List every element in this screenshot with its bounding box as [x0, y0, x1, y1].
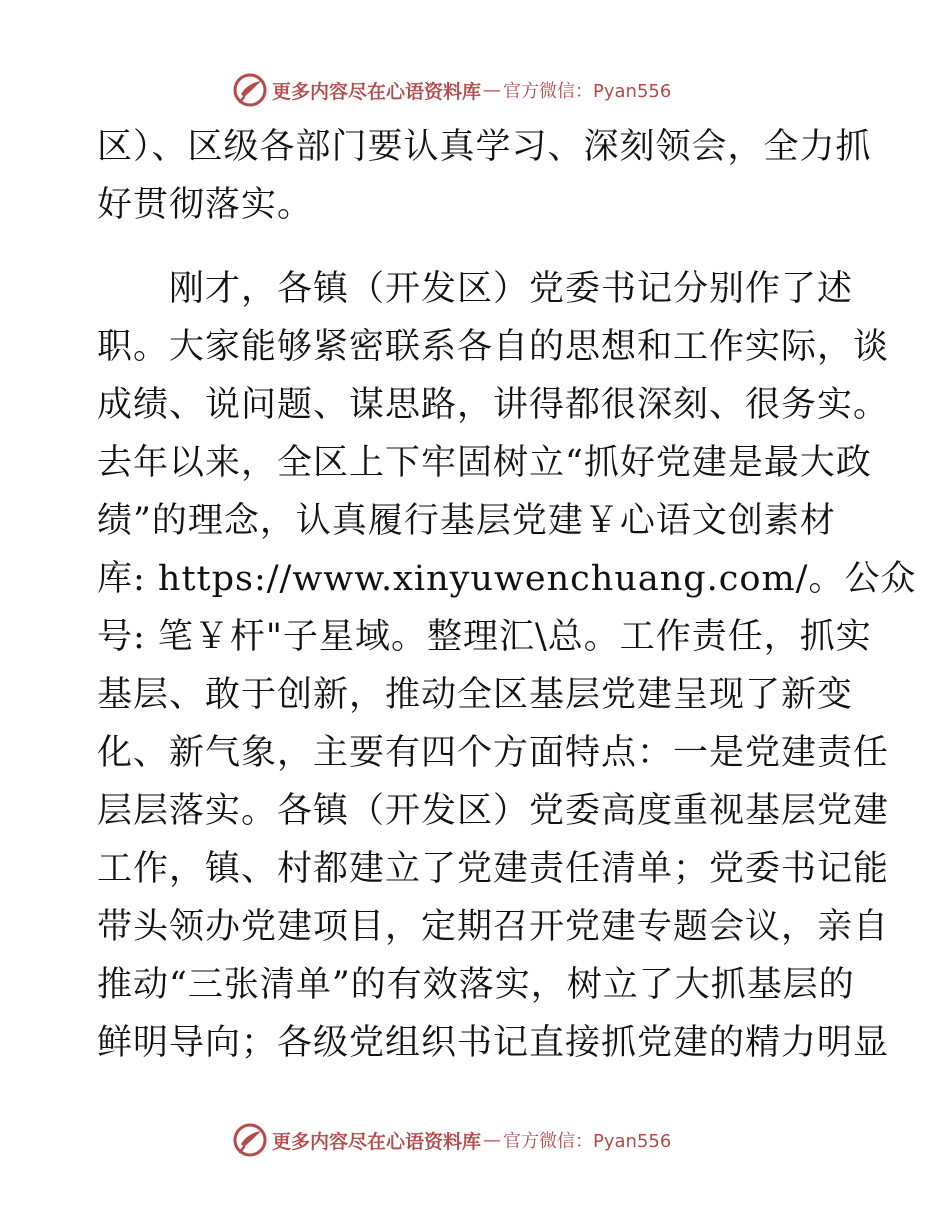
- text-line: 带头领办党建项目，定期召开党建专题会议，亲自: [97, 907, 890, 947]
- text-line: 库: https://www.xinyuwenchuang.com/。公众: [97, 559, 917, 599]
- text-line: 推动“三张清单”的有效落实，树立了大抓基层的: [97, 965, 855, 1005]
- text-line: 工作，镇、村都建立了党建责任清单；党委书记能: [97, 849, 890, 889]
- text-line: 去年以来，全区上下牢固树立“抓好党建是最大政: [97, 443, 872, 483]
- banner-dash: —: [483, 1129, 502, 1151]
- text-line: 鲜明导向；各级党组织书记直接抓党建的精力明显: [97, 1023, 890, 1063]
- banner-brand-text: 更多内容尽在心语资料库: [272, 1130, 482, 1153]
- document-body: [97, 118, 917, 1072]
- text-line: 层层落实。各镇（开发区）党委高度重视基层党建: [97, 791, 890, 831]
- text-line: 职。大家能够紧密联系各自的思想和工作实际，谈: [97, 327, 890, 367]
- banner-brand-text: 更多内容尽在心语资料库: [272, 80, 482, 103]
- banner-wechat-text: 官方微信：Pyan556: [503, 81, 672, 102]
- header-banner: [232, 70, 732, 110]
- paragraph-gap: [97, 234, 857, 260]
- paragraph-1: [97, 118, 872, 234]
- text-line: 化、新气象，主要有四个方面特点：一是党建责任: [97, 733, 890, 773]
- text-line: 号: 笔￥杆"子星域。整理汇\总。工作责任，抓实: [97, 617, 872, 657]
- text-line: 绩”的理念，认真履行基层党建￥心语文创素材: [97, 501, 836, 541]
- brand-logo-icon: [232, 1122, 268, 1158]
- brand-logo-icon: [232, 72, 268, 108]
- text-line: 刚才，各镇（开发区）党委书记分别作了述: [97, 269, 854, 309]
- text-line: 基层、敢于创新，推动全区基层党建呈现了新变: [97, 675, 854, 715]
- text-line: 好贯彻落实。: [97, 185, 314, 225]
- text-line: 区）、区级各部门要认真学习、深刻领会，全力抓: [97, 127, 872, 167]
- banner-wechat-text: 官方微信：Pyan556: [503, 1131, 672, 1152]
- footer-banner: [232, 1120, 732, 1160]
- paragraph-2: [97, 260, 917, 1072]
- banner-dash: —: [483, 79, 502, 101]
- text-line: 成绩、说问题、谋思路，讲得都很深刻、很务实。: [97, 385, 890, 425]
